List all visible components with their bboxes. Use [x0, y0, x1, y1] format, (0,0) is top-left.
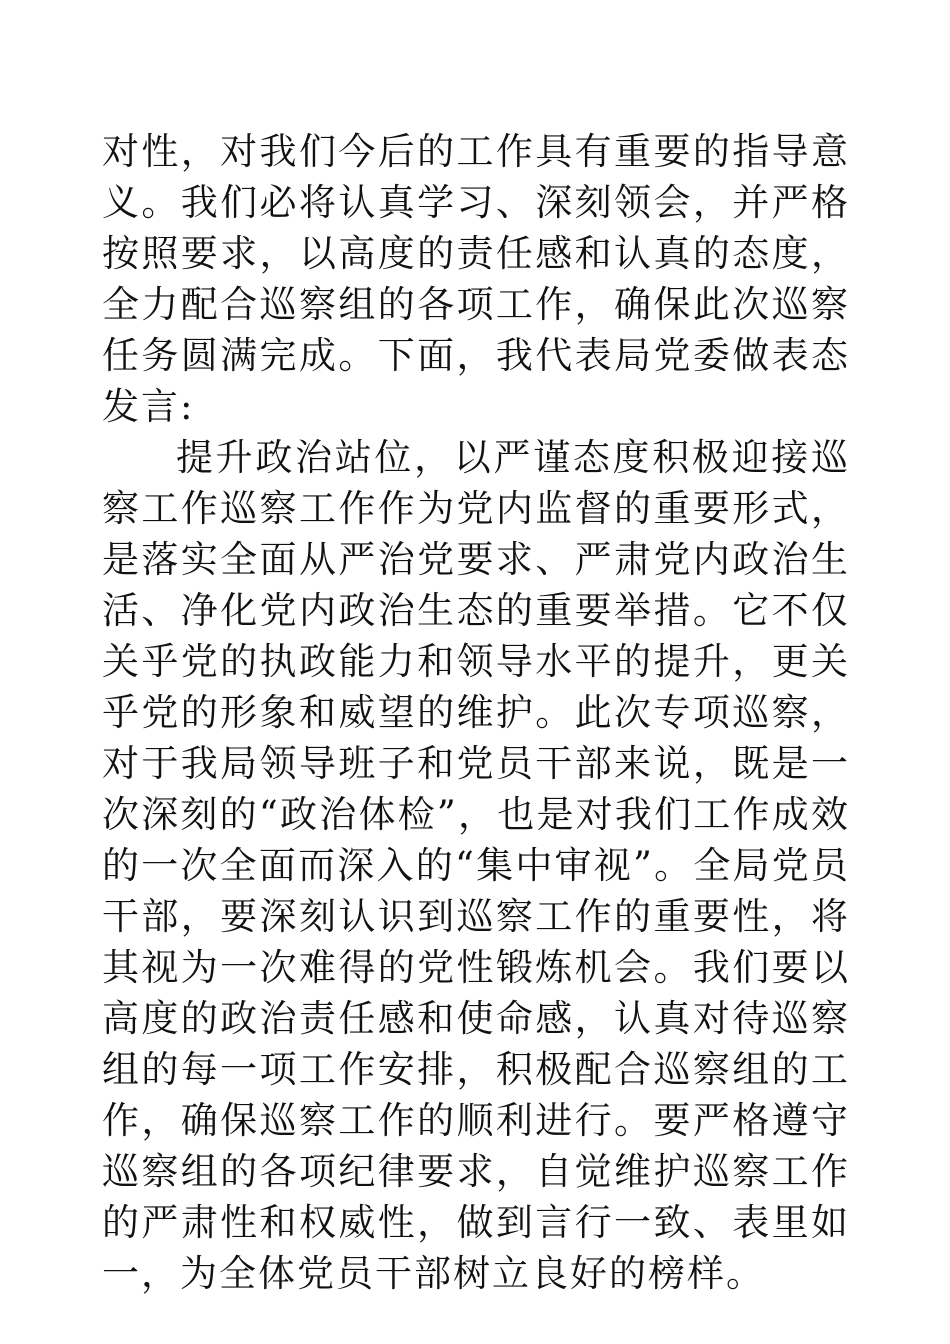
paragraph-2: 提升政治站位，以严谨态度积极迎接巡察工作巡察工作作为党内监督的重要形式，是落实全面从严治党要求、严肃党内政治生活、净化党内政治生态的重要举措。它不仅关乎党的执政能力和领导水平的提升，更关乎党的形象和威望的维护。此次专项巡察，对于我局领导班子和党员干部来说，既是一次深刻的“政治体检”，也是对我们工作成效的一次全面而深入的“集中审视”。全局党员干部，要深刻认识到巡察工作的重要性，将其视为一次难得的党性锻炼机会。我们要以高度的政治责任感和使命感，认真对待巡察组的每一项工作安排，积极配合巡察组的工作，确保巡察工作的顺利进行。要严格遵守巡察组的各项纪律要求，自觉维护巡察工作的严肃性和权威性，做到言行一致、表里如一，为全体党员干部树立良好的榜样。 [102, 436, 850, 1295]
paragraph-1: 对性，对我们今后的工作具有重要的指导意义。我们必将认真学习、深刻领会，并严格按照要求，以高度的责任感和认真的态度，全力配合巡察组的各项工作，确保此次巡察任务圆满完成。下面，我代表局党委做表态发言: [102, 130, 850, 428]
